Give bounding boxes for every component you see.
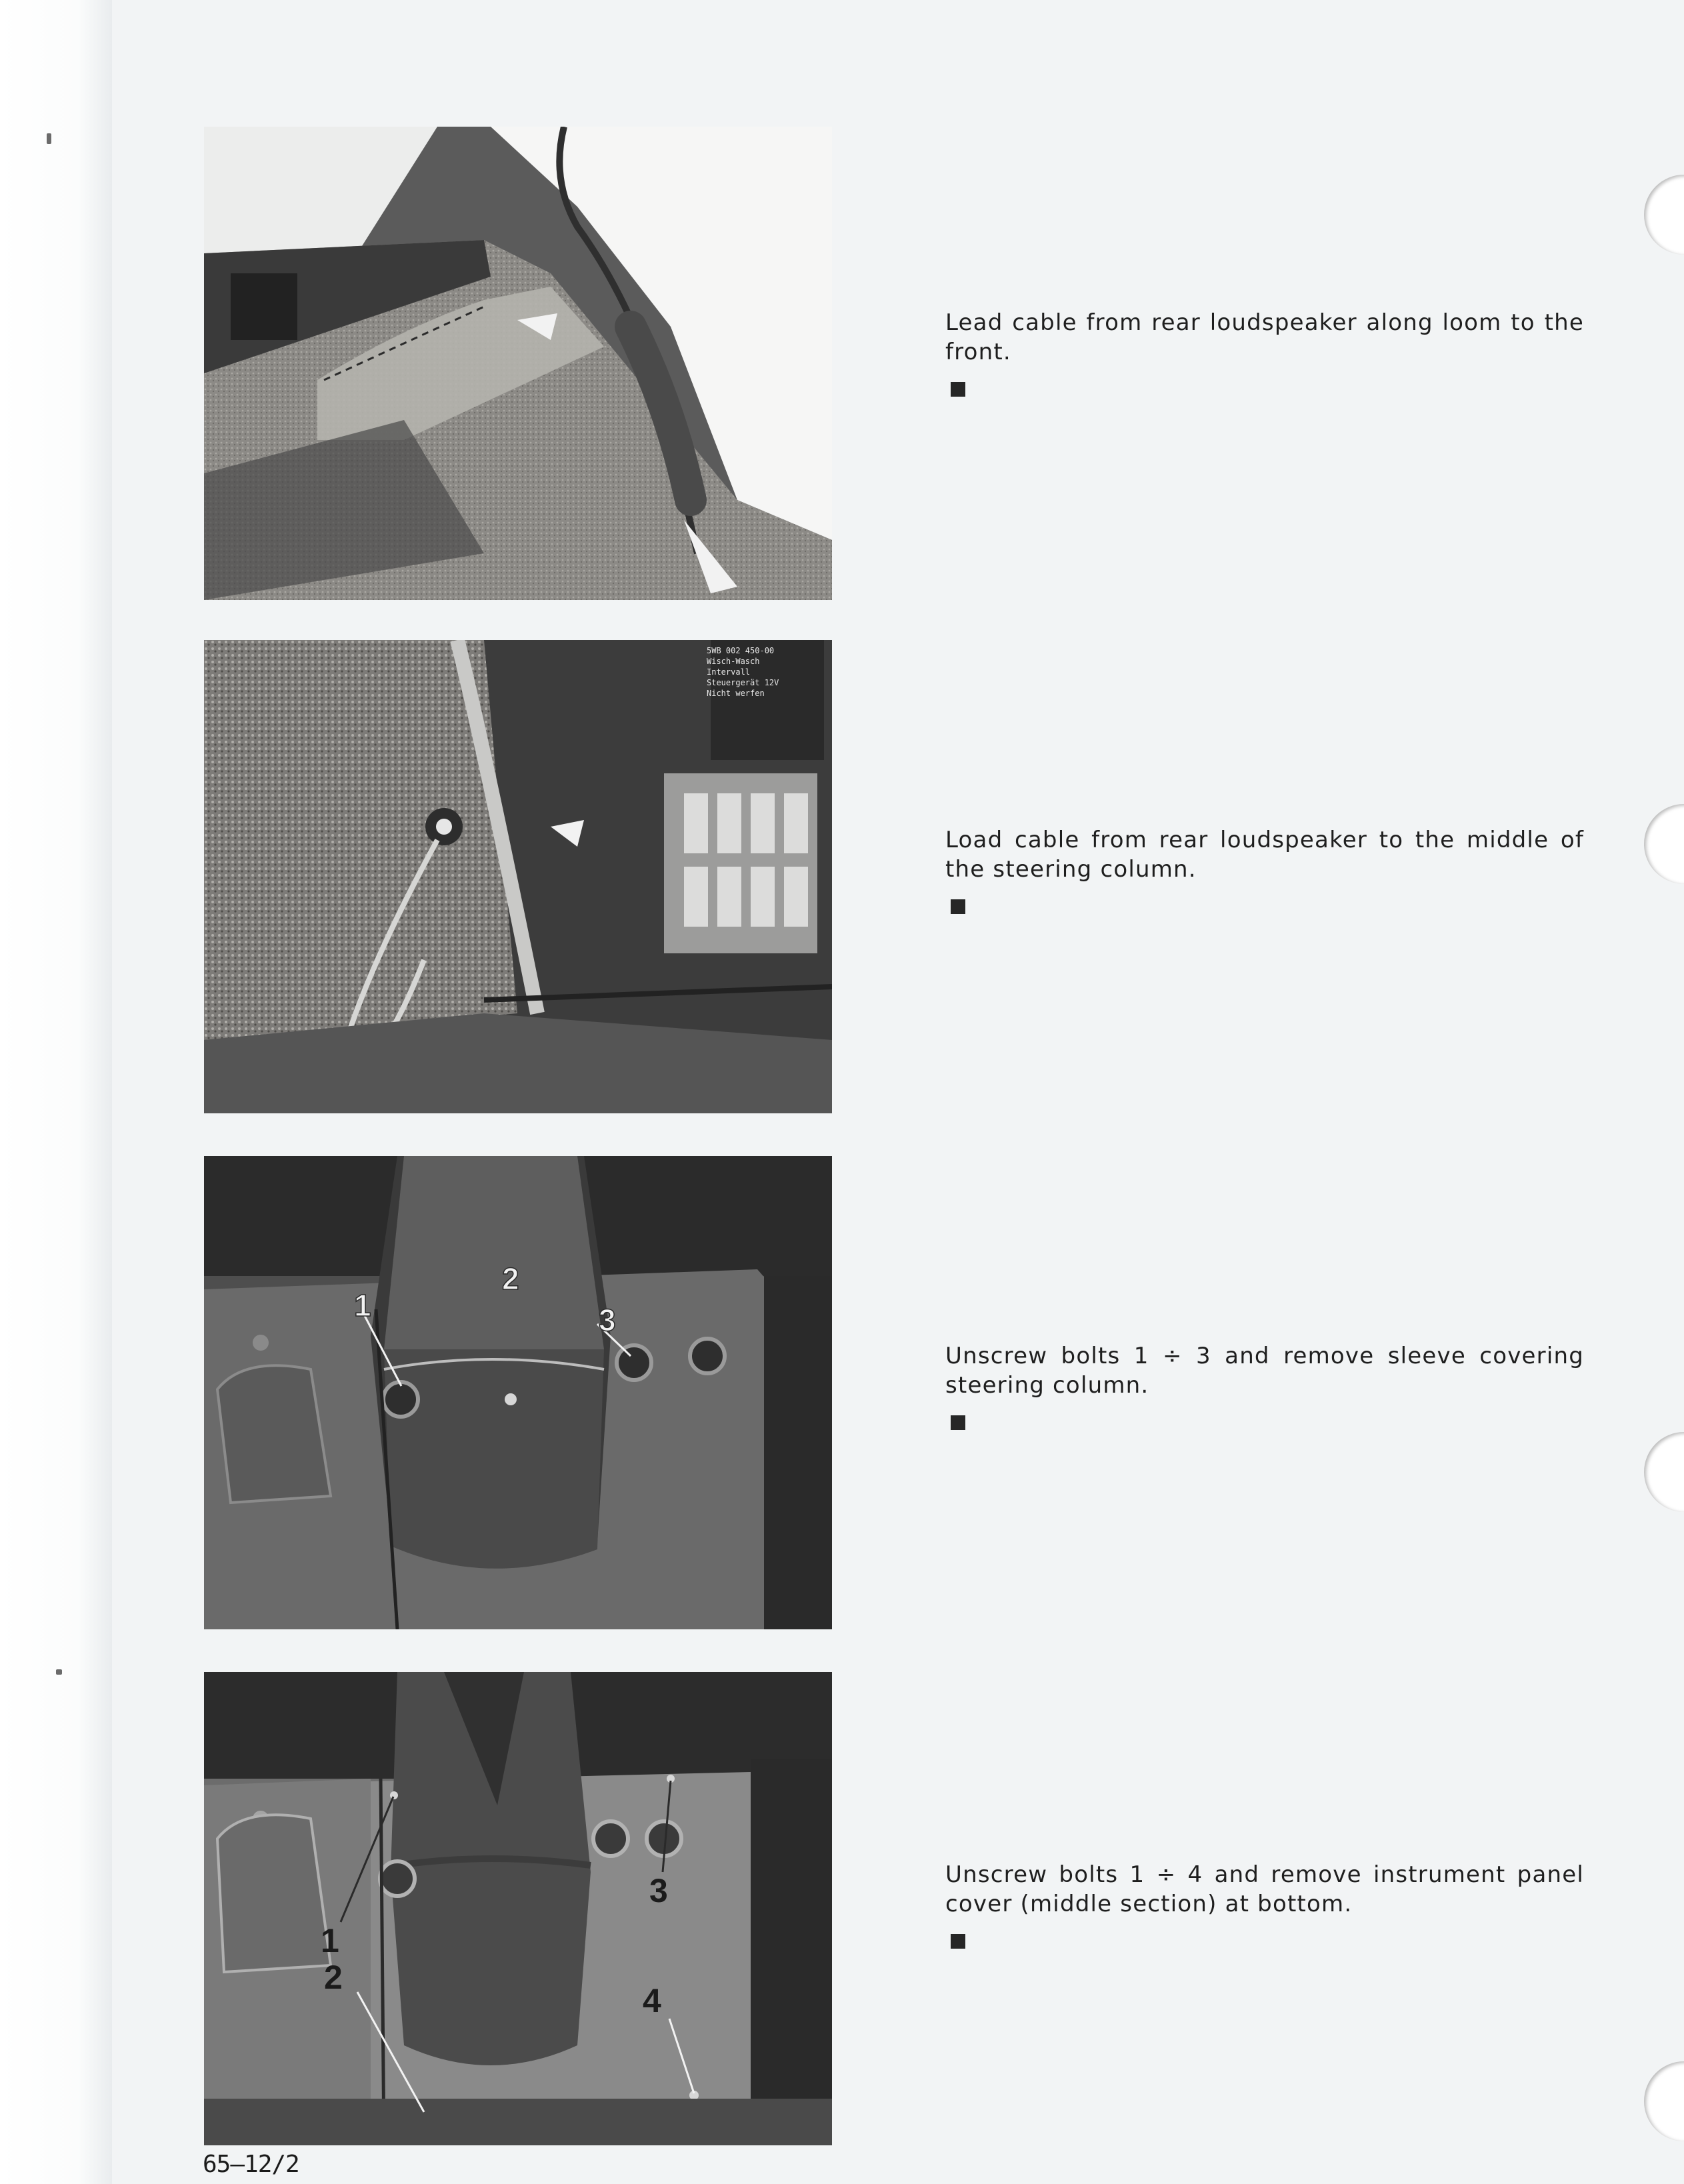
callout-1: 1 <box>354 1288 371 1323</box>
page-number: 65–12/2 <box>203 2151 299 2178</box>
paper-speck <box>47 133 51 144</box>
step-1-end-marker <box>951 382 965 397</box>
figure-2-drawing <box>204 640 832 1113</box>
callout-1: 1 <box>321 1922 339 1959</box>
callout-2: 2 <box>502 1261 519 1296</box>
figure-1-drawing <box>204 127 832 600</box>
punch-hole <box>1644 1432 1684 1512</box>
figure-2-photo <box>204 640 832 1113</box>
relay-label-line: Steuergerät 12V <box>707 678 779 687</box>
callout-3: 3 <box>649 1872 668 1909</box>
paper-speck <box>56 1669 62 1675</box>
punch-hole <box>1644 175 1684 255</box>
step-2-instruction: Load cable from rear loudspeaker to the middle of the steering column. <box>945 827 1584 883</box>
punch-hole <box>1644 804 1684 884</box>
step-1-instruction: Lead cable from rear loudspeaker along loom to the front. <box>945 309 1584 365</box>
relay-label-line: Intervall <box>707 667 751 677</box>
figure-4-photo <box>204 1672 832 2145</box>
binding-edge <box>0 0 112 2184</box>
relay-label-line: Nicht werfen <box>707 689 765 698</box>
figure-1-photo <box>204 127 832 600</box>
relay-label-line: 5WB 002 450-00 <box>707 646 775 655</box>
step-4-instruction: Unscrew bolts 1 ÷ 4 and remove instrument panel cover (middle section) at bottom. <box>945 1861 1584 1917</box>
step-4-end-marker <box>951 1934 965 1949</box>
step-3-instruction: Unscrew bolts 1 ÷ 3 and remove sleeve covering steering column. <box>945 1343 1584 1399</box>
figure-3-photo <box>204 1156 832 1629</box>
figure-4-drawing <box>204 1672 832 2145</box>
relay-label <box>707 645 824 699</box>
relay-label-line: Wisch-Wasch <box>707 657 760 666</box>
callout-2: 2 <box>324 1959 343 1996</box>
step-3-end-marker <box>951 1415 965 1430</box>
callout-4: 4 <box>643 1982 661 2019</box>
figure-3-drawing <box>204 1156 832 1629</box>
callout-3: 3 <box>599 1303 616 1337</box>
step-2-end-marker <box>951 899 965 914</box>
punch-hole <box>1644 2061 1684 2141</box>
